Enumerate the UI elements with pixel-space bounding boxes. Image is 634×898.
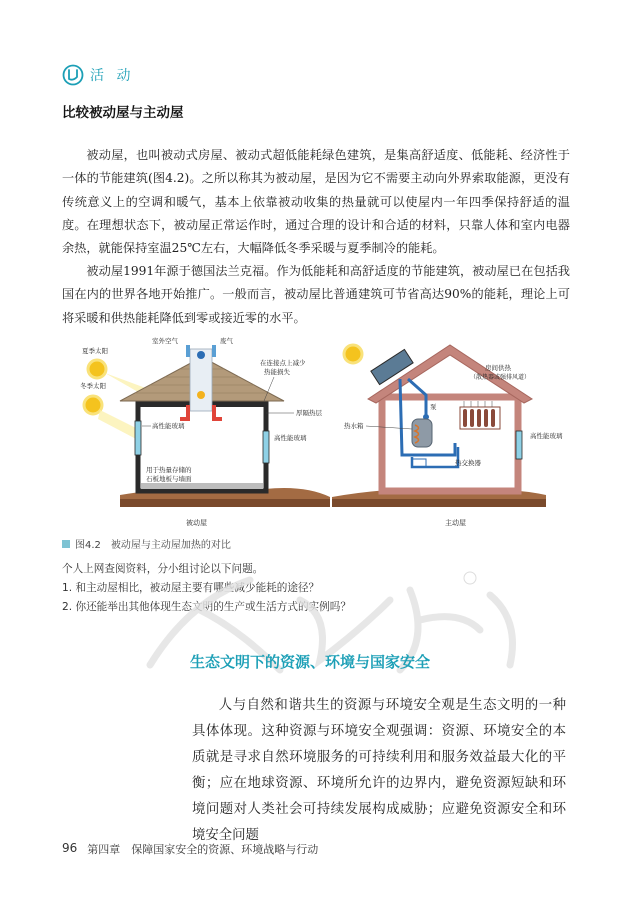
winter-sun-label: 冬季太阳 (80, 382, 106, 390)
room-heating-label-1: 房间供热 (485, 364, 511, 372)
task-question-1: 1. 和主动屋相比，被动屋主要有哪些减少能耗的途径？ (62, 582, 320, 594)
exhaust-label: 废气 (220, 337, 233, 345)
winter-sun-icon (84, 396, 102, 414)
passive-house-name: 被动屋 (186, 519, 207, 527)
active-house-name: 主动屋 (445, 519, 466, 527)
insulation-label: 厚隔热层 (296, 409, 322, 417)
storage-label-2: 石板地板与墙面 (146, 475, 192, 483)
passive-house-diagram (80, 336, 330, 527)
glass-label-left: 高性能玻璃 (152, 422, 185, 430)
chapter-title: 第四章 保障国家安全的资源、环境战略与行动 (87, 843, 319, 856)
section-title: 生态文明下的资源、环境与国家安全 (190, 653, 431, 671)
summer-sun-label: 夏季太阳 (82, 347, 108, 355)
activity-label: 活 动 (90, 68, 135, 84)
activity-badge (62, 62, 134, 88)
caption-text: 图4.2 被动屋与主动屋加热的对比 (75, 540, 231, 551)
exchanger-label: 热交换器 (455, 459, 481, 467)
paragraph-2: 被动屋1991年源于德国法兰克福。作为低能耗和高舒适度的节能建筑，被动屋已在包括我国在内的世界各地开始推广。一般而言，被动屋比普通建筑可节省高达90%的能耗，理论上可将采暖和供热能耗降低到零或接近零的水平。 (62, 264, 570, 325)
page-footer (62, 841, 318, 857)
connection-label-2: 热能损失 (264, 368, 290, 376)
page-number: 96 (62, 841, 78, 855)
summer-sun-icon (88, 360, 106, 378)
paragraph-1: 被动屋，也叫被动式房屋、被动式超低能耗绿色建筑，是集高舒适度、低能耗、经济性于一体的节能建筑(图4.2)。之所以称其为被动屋，是因为它不需要主动向外界索取能源，更没有传统意义上的空调和暖气，基本上依靠被动收集的热量就可以使屋内一年四季保持舒适的温度。在理想状态下，被动屋正常运作时，通过合理的设计和合适的材料，只靠人体和室内电器余热，就能保持室温25℃左右，大幅降低冬季采暖与夏季制冷的能耗。 (62, 148, 570, 256)
sun-icon-active (344, 345, 362, 363)
figure-caption (62, 536, 231, 551)
activity-icon (62, 64, 84, 86)
task-question-2: 2. 你还能举出其他体现生态文明的生产或生活方式的实例吗？ (62, 601, 351, 613)
pump-label: 泵 (430, 403, 437, 411)
tank-label: 热水箱 (344, 422, 364, 430)
room-heating-label-2: （散热器或强排风道） (470, 374, 531, 381)
section-body: 人与自然和谐共生的资源与环境安全观是生态文明的一种具体体现。这种资源与环境安全观强调：资源、环境安全的本质就是寻求自然环境服务的可持续利用和服务效益最大化的平衡；应在地球资源、环境所允许的边界内，避免资源短缺和环境问题对人类社会可持续发展构成威胁；应避免资源安全和环境安全问题 (192, 698, 566, 843)
outdoor-air-label: 室外空气 (152, 337, 178, 345)
storage-label-1: 用于热量存储的 (146, 466, 192, 474)
glass-label-right: 高性能玻璃 (274, 434, 307, 442)
active-glass-label: 高性能玻璃 (530, 432, 563, 440)
figure-passive-active-house (60, 335, 572, 535)
connection-label-1: 在连接点上减少 (260, 359, 306, 367)
task-intro: 个人上网查阅资料，分小组讨论以下问题。 (62, 563, 264, 575)
active-house-diagram (332, 345, 563, 527)
activity-heading: 比较被动屋与主动屋 (62, 105, 184, 121)
caption-marker-icon (62, 540, 70, 548)
